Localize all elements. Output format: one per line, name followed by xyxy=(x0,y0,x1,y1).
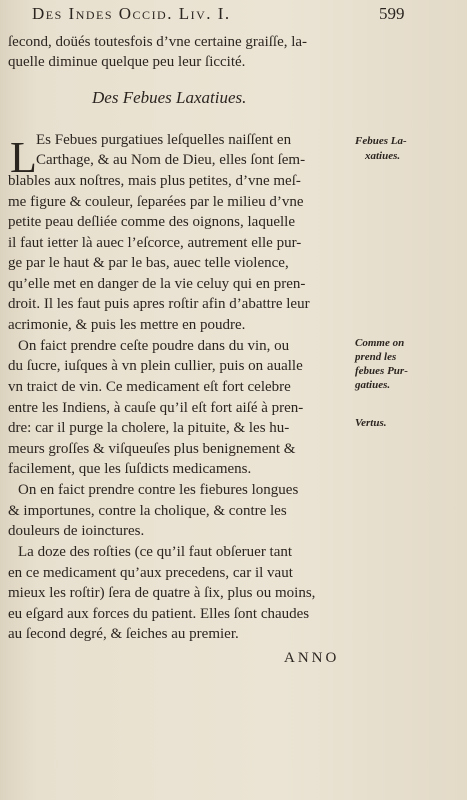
text-line: qu’elle met en danger de la vie celuy qui en pren- xyxy=(8,276,306,292)
text-line: facilement, que les ſuſdicts medicamens. xyxy=(8,461,252,477)
text-line: ſecond, doüés toutesfois d’vne certaine graiſſe, la- xyxy=(8,34,308,50)
text-line: du ſucre, iuſques à vn plein cullier, puis on aualle xyxy=(8,358,303,374)
margin-note-line: febues Pur- xyxy=(355,365,408,377)
text-line: en ce medicament qu’aux precedens, car il vaut xyxy=(8,565,293,581)
text-line: entre les Indiens, à cauſe qu’il eſt fort aiſé à pren- xyxy=(8,400,304,416)
text-line: dre: car il purge la cholere, la pituite, & les hu- xyxy=(8,420,290,436)
page-number: 599 xyxy=(379,4,405,23)
text-line: me figure & couleur, ſeparées par le milieu d’vne xyxy=(8,194,304,210)
text-line: Es Febues purgatiues leſquelles naiſſent en xyxy=(36,132,292,148)
text-line: blables aux noſtres, mais plus petites, d’vne meſ- xyxy=(8,173,301,189)
text-line: On faict prendre ceſte poudre dans du vin, ou xyxy=(18,338,290,354)
section-heading: Des Febues Laxatiues. xyxy=(92,88,247,107)
text-line: acrimonie, & puis les mettre en poudre. xyxy=(8,317,246,333)
text-line: On en faict prendre contre les fiebures longues xyxy=(18,482,299,498)
text-line: il faut ietter là auec l’eſcorce, autrement elle pur- xyxy=(8,235,302,251)
margin-note-line: Febues La- xyxy=(355,135,407,147)
text-line: mieux les roſtir) ſera de quatre à ſix, plus ou moins, xyxy=(8,585,316,601)
text-line: La doze des roſties (ce qu’il faut obſeruer tant xyxy=(18,544,293,560)
text-line: au ſecond degré, & ſeiches au premier. xyxy=(8,626,239,642)
running-head: Des Indes Occid. Liv. I. xyxy=(32,4,231,23)
text-line: Carthage, & au Nom de Dieu, elles ſont ſem- xyxy=(36,152,306,168)
text-line: quelle diminue quelque peu leur ſiccité. xyxy=(8,54,246,70)
text-line: vn traict de vin. Ce medicament eſt fort celebre xyxy=(8,379,291,395)
text-line: & importunes, contre la cholique, & contre les xyxy=(8,503,287,519)
catchword: ANNO xyxy=(284,650,340,666)
margin-note-line: gatiues. xyxy=(355,379,391,391)
text-line: meurs groſſes & viſqueuſes plus benignement & xyxy=(8,441,296,457)
drop-cap: L xyxy=(10,133,37,182)
text-line: petite peau deſliée comme des oignons, laquelle xyxy=(8,214,295,230)
text-line: ge par le haut & par le bas, auec telle violence, xyxy=(8,255,289,271)
margin-note-line: prend les xyxy=(355,351,397,363)
page-header xyxy=(32,4,452,28)
margin-note-line: Vertus. xyxy=(355,417,387,429)
margin-note-line: xatiues. xyxy=(365,150,401,162)
margin-note-line: Comme on xyxy=(355,337,405,349)
text-line: douleurs de ioinctures. xyxy=(8,523,145,539)
text-line: eu eſgard aux forces du patient. Elles ſont chaudes xyxy=(8,606,310,622)
text-line: droit. Il les faut puis apres roſtir afin d’abattre leur xyxy=(8,296,310,312)
